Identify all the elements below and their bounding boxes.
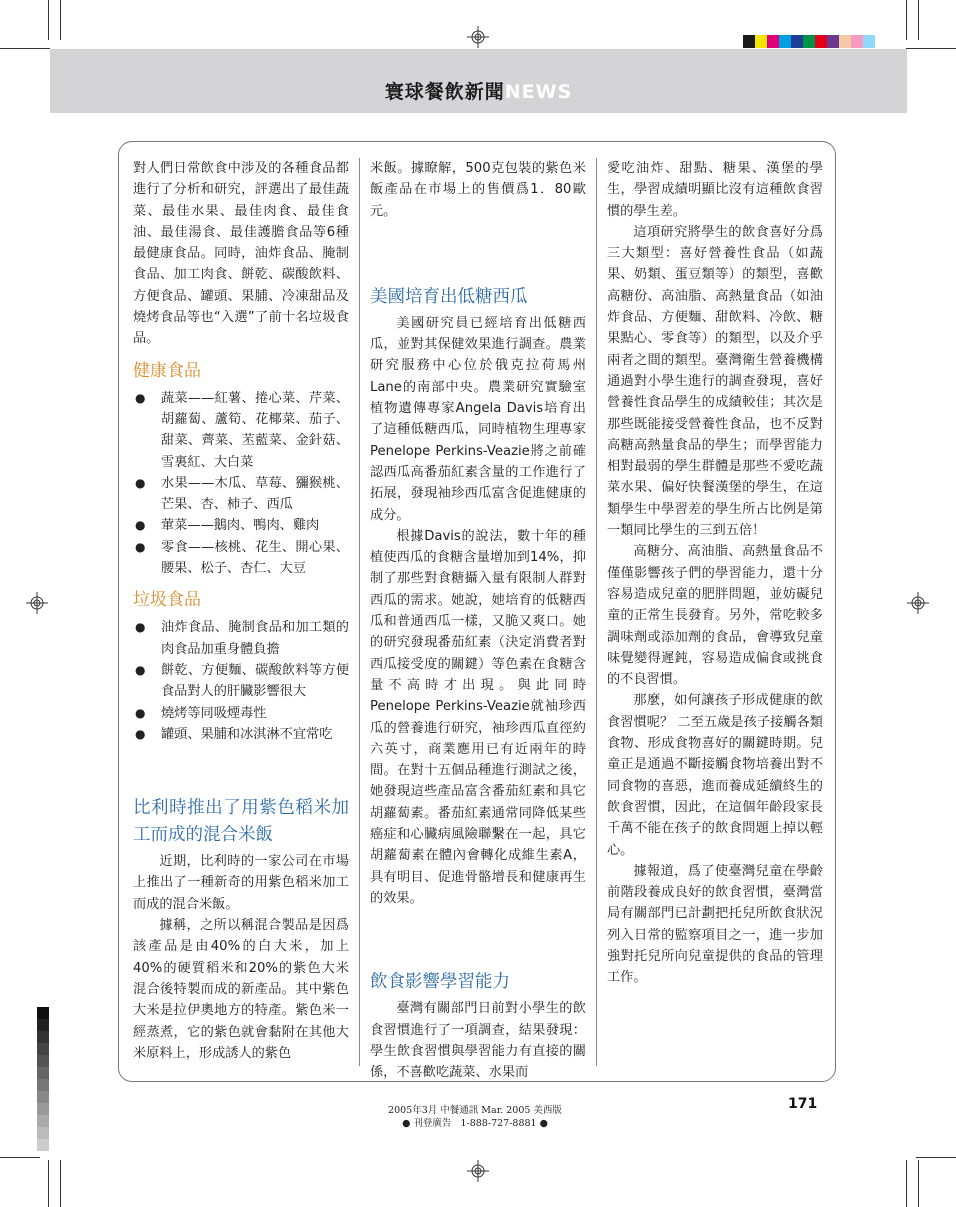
gray-swatch bbox=[37, 1103, 49, 1115]
color-swatch bbox=[863, 35, 875, 48]
column-divider bbox=[359, 158, 360, 1066]
color-swatch bbox=[803, 35, 815, 48]
spacer bbox=[133, 745, 349, 795]
spacer bbox=[370, 909, 586, 969]
junk-food-list bbox=[133, 617, 349, 745]
crop-mark bbox=[0, 48, 50, 49]
learning-paragraph: 臺灣有關部門日前對小學生的飲食習慣進行了一項調查，結果發現：學生飲食習慣與學習能力有直接的關係，不喜歡吃蔬菜、水果而 bbox=[370, 1001, 586, 1081]
watermelon-paragraph: 根據Davis的說法，數十年的種植使西瓜的食糖含量增加到14%，抑制了那些對食糖攝入量有限制人群對西瓜的需求。她說，她培育的低糖西瓜和普通西瓜一樣，又脆又爽口。她的研究發現番茄紅素（決定消費者對西瓜接受度的關鍵）等色素在食糖含量不高時才出現。與此同時Penelope Perkins-Veazie就袖珍西瓜的營養進行研究，袖珍西瓜直徑約六英寸，商業應用已有近兩年的時間。在對十五個品種進行測試之後，她發現這些產品富含番茄紅素和具它胡蘿蔔素。番茄紅素通常同降低某些癌症和心臟病風險聯繫在一起，具它胡蘿蔔素在體內會轉化成維生素A，具有明目、促進骨骼增長和健康再生的效果。 bbox=[370, 528, 586, 906]
learning-continuation: 愛吃油炸、甜點、糖果、漢堡的學生，學習成績明顯比沒有這種飲食習慣的學生差。 bbox=[607, 161, 823, 219]
rice-paragraph: 據稱，之所以稱混合製品是因爲該產品是由40%的白大米，加上40%的硬質稻米和20%的紫色大米混合後特製而成的新產品。其中紫色大米是拉伊奧地方的特產。紫色米一經蒸煮，它的紫色就會黏附在其他大米原料上，形成誘人的紫色 bbox=[133, 918, 349, 1061]
color-swatch bbox=[743, 35, 755, 48]
crop-mark bbox=[60, 1160, 61, 1207]
gray-swatch bbox=[37, 1019, 49, 1031]
crop-mark bbox=[918, 1160, 919, 1207]
crop-mark bbox=[906, 0, 907, 40]
header-band bbox=[50, 49, 907, 113]
list-item: ● 燒烤等同吸煙毒性 bbox=[133, 703, 349, 724]
crop-mark bbox=[906, 48, 956, 49]
column-1 bbox=[133, 158, 349, 1064]
page-footer bbox=[330, 1104, 620, 1130]
spacer bbox=[370, 222, 586, 284]
gray-swatch bbox=[37, 1127, 49, 1139]
color-calibration-bar bbox=[743, 35, 875, 48]
watermelon-paragraph: 美國研究員已經培育出低糖西瓜，並對其保健效果進行調查。農業研究服務中心位於俄克拉荷馬州Lane的南部中央。農業研究實驗室植物遺傳專家Angela Davis培育出了這種低糖西瓜，同時植物生理專家Penelope Perkins-Veazie將之前確認西瓜高番茄紅素含量的工作進行了拓展，發現袖珍西瓜富含促進健康的成分。 bbox=[370, 315, 586, 523]
registration-mark-icon bbox=[467, 26, 489, 48]
list-item: ● 葷菜——鵝肉、鴨肉、雞肉 bbox=[133, 515, 349, 536]
crop-mark bbox=[0, 1157, 40, 1158]
gray-swatch bbox=[37, 1043, 49, 1055]
gray-swatch bbox=[37, 1055, 49, 1067]
learning-article-heading: 飲食影響學習能力 bbox=[370, 972, 510, 993]
learning-paragraph: 那麼，如何讓孩子形成健康的飲食習慣呢？ 二至五歲是孩子接觸各類食物、形成食物喜好的關鍵時期。兒童正是通過不斷接觸食物培養出對不同食物的喜惡，進而養成延續終生的飲食習慣，因此，在這個年齡段家長千萬不能在孩子的飲食問題上掉以輕心。 bbox=[607, 693, 823, 858]
masthead bbox=[50, 77, 907, 104]
watermelon-article-heading: 美國培育出低糖西瓜 bbox=[370, 286, 528, 307]
page-number: 171 bbox=[788, 1096, 818, 1112]
list-item: ● 蔬菜——紅薯、捲心菜、芹菜、胡蘿蔔、蘆筍、花椰菜、茄子、甜菜、薺菜、苤藍菜、金針菇、雪裏紅、大白菜 bbox=[133, 388, 349, 473]
rice-article-heading: 比利時推出了用紫色稻米加工而成的混合米飯 bbox=[133, 798, 349, 846]
crop-mark bbox=[918, 0, 919, 40]
gray-swatch bbox=[37, 1115, 49, 1127]
crop-mark bbox=[48, 1160, 49, 1207]
color-swatch bbox=[767, 35, 779, 48]
list-item: ● 零食——核桃、花生、開心果、腰果、松子、杏仁、大豆 bbox=[133, 537, 349, 580]
healthy-food-heading: 健康食品 bbox=[133, 360, 201, 381]
color-swatch bbox=[851, 35, 863, 48]
issue-line: 2005年3月 中餐通訊 Mar. 2005 美西版 bbox=[388, 1105, 562, 1116]
column-2 bbox=[370, 158, 586, 1083]
list-item: ● 罐頭、果脯和冰淇淋不宜常吃 bbox=[133, 724, 349, 745]
column-3 bbox=[607, 158, 823, 989]
gray-swatch bbox=[37, 1007, 49, 1019]
gray-swatch bbox=[37, 1067, 49, 1079]
color-swatch bbox=[779, 35, 791, 48]
learning-paragraph: 據報道，爲了使臺灣兒童在學齡前階段養成良好的飲食習慣，臺灣當局有關部門已計劃把托兒所飲食狀況列入日常的監察項目之一，進一步加強對托兒所向兒童提供的食品的管理工作。 bbox=[607, 863, 823, 986]
rice-continuation: 米飯。據瞭解，500克包裝的紫色米飯產品在市場上的售價爲1．80歐元。 bbox=[370, 161, 586, 219]
grayscale-calibration-bar bbox=[37, 1007, 49, 1151]
crop-mark bbox=[60, 0, 61, 40]
list-item: ● 油炸食品、腌制食品和加工類的肉食品加重身體負擔 bbox=[133, 617, 349, 660]
masthead-english: NEWS bbox=[504, 81, 573, 103]
ad-phone: 1-888-727-8881 bbox=[460, 1118, 537, 1129]
learning-paragraph: 這項研究將學生的飲食喜好分爲三大類型：喜好營養性食品（如蔬果、奶類、蛋豆類等）的類型，喜歡高糖份、高油脂、高熱量食品（如油炸食品、方便麵、甜飲料、冷飲、糖果點心、零食等）的類型，以及介乎兩者之間的類型。臺灣衛生營養機構通過對小學生進行的調查發現，喜好營養性食品學生的成績較佳；其次是那些既能接受營養性食品，也不反對高糖高熱量食品的學生；而學習能力相對最弱的學生群體是那些不愛吃蔬菜水果、偏好快餐漢堡的學生，在這類學生中學習差的學生所占比例是第一類同比學生的三到五倍！ bbox=[607, 224, 823, 539]
gray-swatch bbox=[37, 1139, 49, 1151]
color-swatch bbox=[827, 35, 839, 48]
gray-swatch bbox=[37, 1031, 49, 1043]
color-swatch bbox=[839, 35, 851, 48]
list-item: ● 水果——木瓜、草莓、獼猴桃、芒果、杏、柿子、西瓜 bbox=[133, 473, 349, 516]
column-divider bbox=[596, 158, 597, 1066]
gray-swatch bbox=[37, 1091, 49, 1103]
color-swatch bbox=[755, 35, 767, 48]
intro-paragraph: 對人們日常飲食中涉及的各種食品都進行了分析和研究，評選出了最佳蔬菜、最佳水果、最佳肉食、最佳食油、最佳湯食、最佳護膽食品等6種最健康食品。同時，油炸食品、腌制食品、加工肉食、餅乾、碳酸飲料、方便食品、罐頭、果脯、冷凍甜品及燒烤食品等也“入選”了前十名垃圾食品。 bbox=[133, 161, 349, 347]
ad-label: 刊登廣告 bbox=[413, 1118, 452, 1129]
masthead-chinese: 寰球餐飲新聞 bbox=[384, 81, 505, 103]
crop-mark bbox=[48, 0, 49, 40]
registration-mark-icon bbox=[467, 1160, 489, 1182]
registration-mark-icon bbox=[907, 592, 929, 614]
list-item: ● 餅乾、方便麵、碳酸飲料等方便食品對人的肝臟影響很大 bbox=[133, 660, 349, 703]
healthy-food-list bbox=[133, 388, 349, 580]
registration-mark-icon bbox=[26, 592, 48, 614]
ad-line: ● 刊登廣告 1-888-727-8881 ● bbox=[402, 1118, 548, 1129]
junk-food-heading: 垃圾食品 bbox=[133, 590, 201, 611]
color-swatch bbox=[815, 35, 827, 48]
rice-paragraph: 近期，比利時的一家公司在市場上推出了一種新奇的用紫色稻米加工而成的混合米飯。 bbox=[133, 854, 349, 912]
crop-mark bbox=[916, 1157, 956, 1158]
gray-swatch bbox=[37, 1079, 49, 1091]
color-swatch bbox=[791, 35, 803, 48]
learning-paragraph: 高糖分、高油脂、高熱量食品不僅僅影響孩子們的學習能力，還十分容易造成兒童的肥胖問題，並妨礙兒童的正常生長發育。另外，常吃較多調味劑或添加劑的食品，會導致兒童味覺變得遲鈍，容易造成偏食或挑食的不良習慣。 bbox=[607, 544, 823, 688]
crop-mark bbox=[906, 1160, 907, 1207]
